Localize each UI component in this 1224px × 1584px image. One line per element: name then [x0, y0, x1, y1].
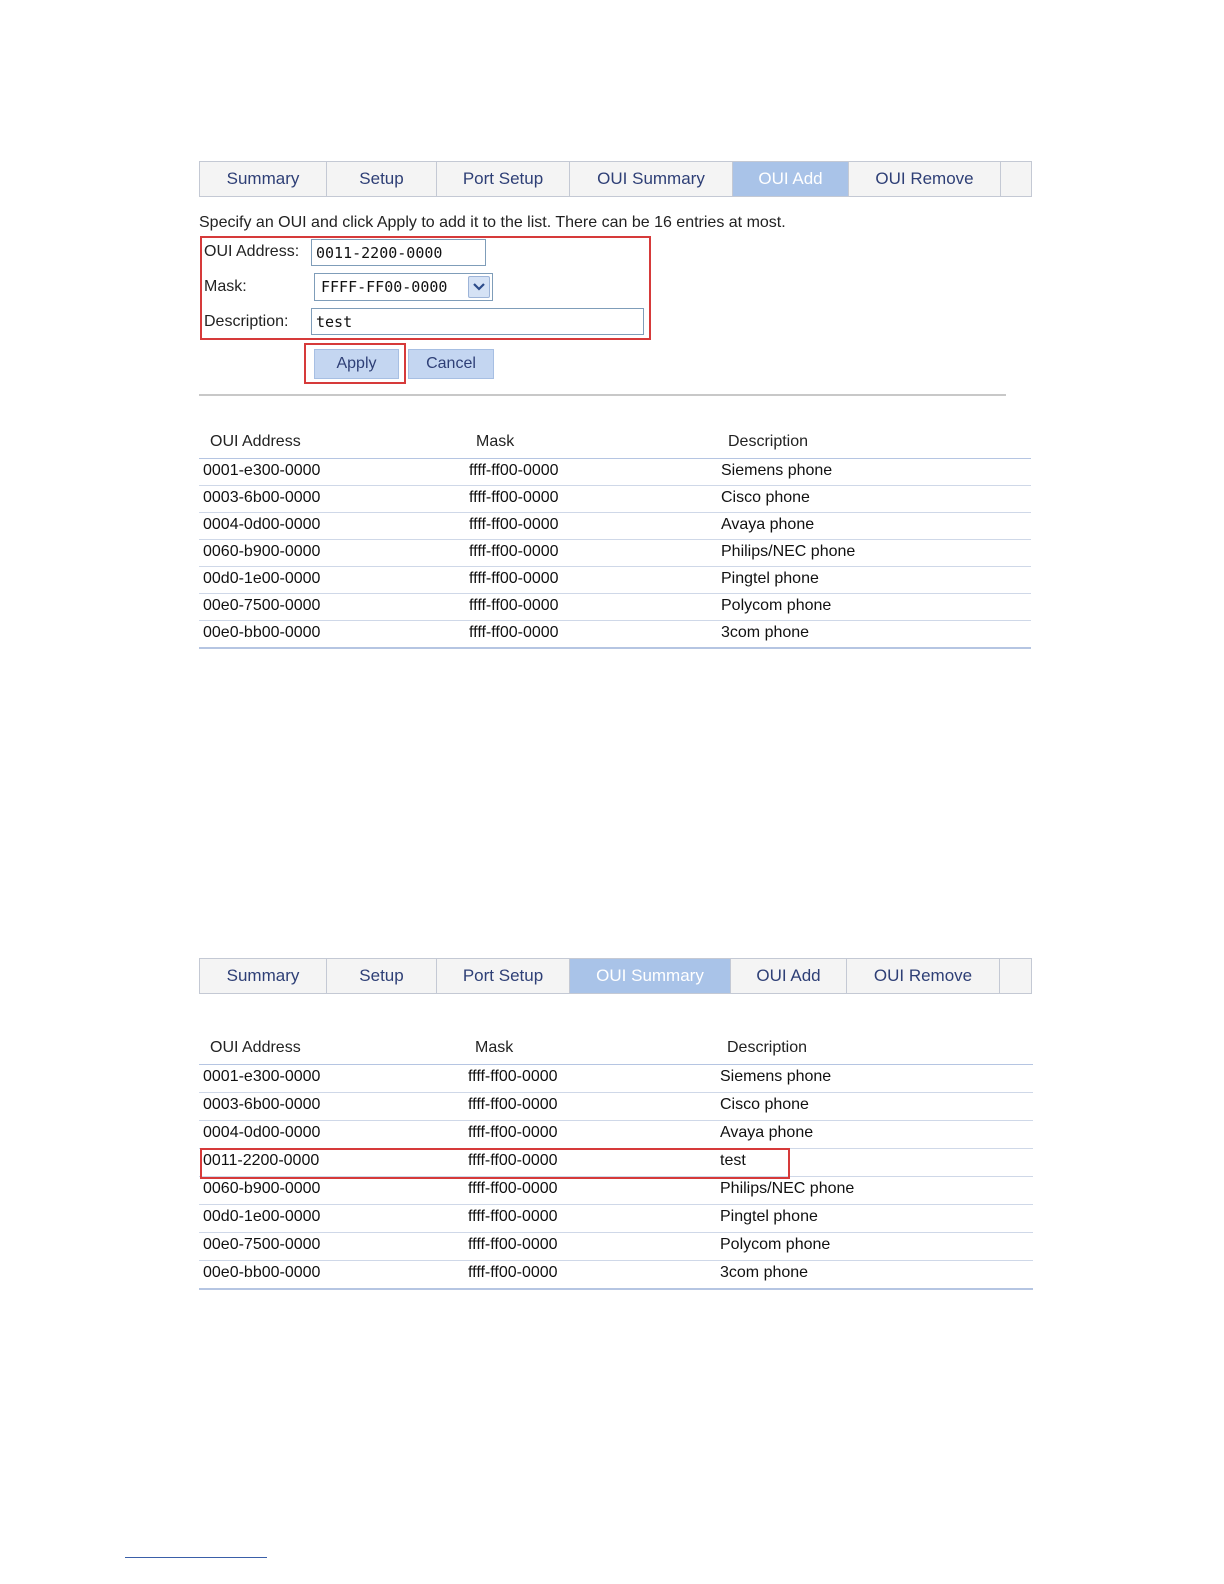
col-header-oui-address: OUI Address [210, 1039, 301, 1056]
description-input[interactable] [311, 308, 644, 335]
tab-setup[interactable]: Setup [327, 959, 437, 993]
tab-port-setup[interactable]: Port Setup [437, 162, 570, 196]
cell-oui: 00d0-1e00-0000 [203, 570, 321, 587]
cell-oui: 00e0-7500-0000 [203, 1236, 321, 1253]
cell-description: Siemens phone [720, 1068, 832, 1085]
cell-description: Avaya phone [721, 516, 815, 533]
oui-table-2 [199, 1034, 1033, 1290]
col-header-mask: Mask [476, 433, 515, 450]
cell-oui: 0003-6b00-0000 [203, 489, 321, 506]
cell-description: Avaya phone [720, 1124, 814, 1141]
cell-oui: 0001-e300-0000 [203, 462, 321, 479]
cell-mask: ffff-ff00-0000 [468, 1152, 558, 1169]
cell-oui: 00d0-1e00-0000 [203, 1208, 321, 1225]
table-footer-line [199, 647, 1031, 649]
tab-port-setup[interactable]: Port Setup [437, 959, 570, 993]
cell-oui: 0060-b900-0000 [203, 1180, 321, 1197]
cell-oui: 0060-b900-0000 [203, 543, 321, 560]
table-header [199, 1034, 1033, 1065]
col-header-description: Description [728, 433, 809, 450]
cell-mask: ffff-ff00-0000 [468, 1264, 558, 1281]
tab-setup[interactable]: Setup [327, 162, 437, 196]
cell-oui: 0004-0d00-0000 [203, 1124, 321, 1141]
cancel-button[interactable]: Cancel [408, 349, 494, 379]
table-row[interactable] [199, 540, 1031, 567]
cell-mask: ffff-ff00-0000 [468, 1236, 558, 1253]
cell-description: 3com phone [720, 1264, 809, 1281]
tab-oui-add[interactable]: OUI Add [733, 162, 849, 196]
table-row[interactable] [199, 1065, 1033, 1093]
table-row[interactable] [199, 621, 1031, 647]
col-header-oui-address: OUI Address [210, 433, 301, 450]
table-row[interactable] [199, 459, 1031, 486]
cell-description: Pingtel phone [721, 570, 819, 587]
cell-oui: 00e0-bb00-0000 [203, 624, 321, 641]
footnote-separator [125, 1557, 267, 1558]
mask-select[interactable] [314, 273, 493, 301]
cell-oui: 0004-0d00-0000 [203, 516, 321, 533]
cell-oui: 0001-e300-0000 [203, 1068, 321, 1085]
table-row[interactable] [199, 513, 1031, 540]
tab-summary[interactable]: Summary [200, 959, 327, 993]
cell-mask: ffff-ff00-0000 [469, 624, 559, 641]
table-row[interactable] [199, 1261, 1033, 1288]
tab-filler [1001, 162, 1031, 196]
new-entry-highlight-box [200, 1148, 790, 1179]
cell-mask: ffff-ff00-0000 [468, 1180, 558, 1197]
oui-address-input[interactable] [311, 239, 486, 266]
cell-mask: ffff-ff00-0000 [469, 516, 559, 533]
table-row[interactable] [199, 1093, 1033, 1121]
oui-address-label: OUI Address: [204, 243, 300, 260]
chevron-down-icon[interactable] [468, 276, 490, 298]
table-row[interactable] [199, 594, 1031, 621]
cell-oui: 00e0-7500-0000 [203, 597, 321, 614]
cell-description: Pingtel phone [720, 1208, 818, 1225]
tab-oui-add[interactable]: OUI Add [731, 959, 847, 993]
table-footer-line [199, 1288, 1033, 1290]
cell-mask: ffff-ff00-0000 [468, 1124, 558, 1141]
col-header-description: Description [727, 1039, 808, 1056]
cell-mask: ffff-ff00-0000 [469, 543, 559, 560]
tab-oui-summary[interactable]: OUI Summary [570, 162, 733, 196]
tab-bar-1 [199, 161, 1032, 197]
cell-mask: ffff-ff00-0000 [468, 1068, 558, 1085]
cell-mask: ffff-ff00-0000 [469, 489, 559, 506]
description-label: Description: [204, 313, 289, 330]
cell-description: 3com phone [721, 624, 810, 641]
mask-label: Mask: [204, 278, 247, 295]
oui-table-1 [199, 428, 1031, 649]
tab-oui-remove[interactable]: OUI Remove [849, 162, 1001, 196]
cell-description: Philips/NEC phone [720, 1180, 855, 1197]
tab-filler [1000, 959, 1031, 993]
cell-oui: 0011-2200-0000 [203, 1152, 320, 1169]
tab-oui-remove[interactable]: OUI Remove [847, 959, 1000, 993]
mask-select-value: FFFF-FF00-0000 [321, 278, 448, 296]
cell-description: Cisco phone [721, 489, 810, 506]
section-divider [199, 394, 1006, 396]
instruction-text: Specify an OUI and click Apply to add it to the list. There can be 16 entries at most. [199, 214, 786, 231]
cell-oui: 00e0-bb00-0000 [203, 1264, 321, 1281]
cell-mask: ffff-ff00-0000 [468, 1208, 558, 1225]
cell-description: Polycom phone [721, 597, 832, 614]
cell-mask: ffff-ff00-0000 [469, 570, 559, 587]
tab-bar-2 [199, 958, 1032, 994]
cell-description: Siemens phone [721, 462, 833, 479]
table-row[interactable] [199, 486, 1031, 513]
table-row[interactable] [199, 1121, 1033, 1149]
col-header-mask: Mask [475, 1039, 514, 1056]
table-header [199, 428, 1031, 459]
table-row[interactable] [199, 1233, 1033, 1261]
apply-button[interactable]: Apply [314, 349, 399, 379]
cell-description: Philips/NEC phone [721, 543, 856, 560]
cell-description: test [720, 1152, 746, 1169]
cell-oui: 0003-6b00-0000 [203, 1096, 321, 1113]
table-row[interactable] [199, 567, 1031, 594]
table-row[interactable] [199, 1205, 1033, 1233]
cell-mask: ffff-ff00-0000 [469, 597, 559, 614]
cell-description: Cisco phone [720, 1096, 809, 1113]
table-row-new-entry[interactable] [199, 1149, 1033, 1177]
cell-mask: ffff-ff00-0000 [469, 462, 559, 479]
cell-mask: ffff-ff00-0000 [468, 1096, 558, 1113]
tab-oui-summary[interactable]: OUI Summary [570, 959, 731, 993]
cell-description: Polycom phone [720, 1236, 831, 1253]
tab-summary[interactable]: Summary [200, 162, 327, 196]
table-row[interactable] [199, 1177, 1033, 1205]
